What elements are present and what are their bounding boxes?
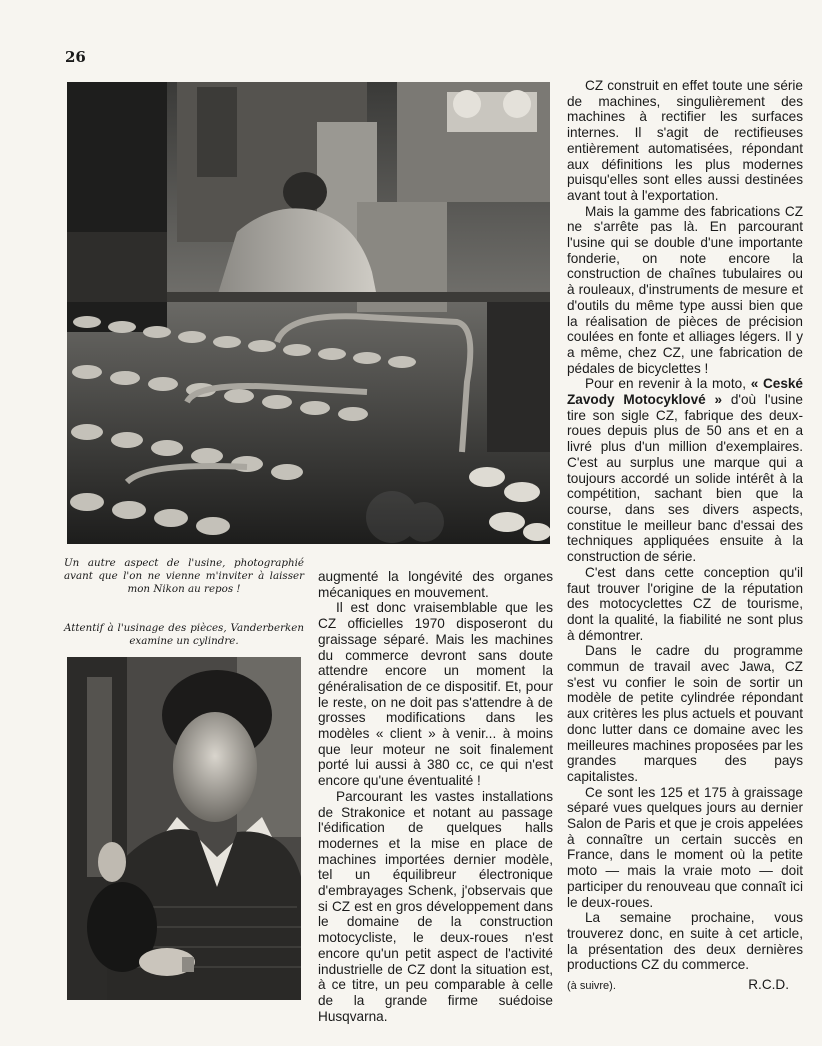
- caption-factory: Un autre aspect de l'usine, photographié avant que l'on ne vienne m'inviter à laisser mon Nikon au repos !: [64, 557, 304, 595]
- paragraph: La semaine prochaine, vous trouverez donc, en suite à cet article, la présentation des deux dernières productions CZ du commerce.: [567, 910, 803, 973]
- article-column-middle: [318, 569, 553, 1024]
- page-number: 26: [65, 48, 86, 66]
- paragraph: Dans le cadre du programme commun de travail avec Jawa, CZ s'est vu confier le soin de sortir un modèle de petite cylindrée répondant aux critères les plus actuels et pouvant donc lutter dans ce domaine avec les meilleures machines proposées par les grandes marques des pays capitalistes.: [567, 643, 803, 784]
- company-name: « Ceské Zavody Motocyklové »: [567, 376, 803, 408]
- paragraph: Ce sont les 125 et 175 à graissage séparé vues quelques jours au dernier Salon de Paris et que je crois appelées à connaître un certain succès en France, dans le moment où la petite moto — mais la vraie moto — doit participer du renouveau que connaît ici le deux-roues.: [567, 784, 803, 910]
- paragraph: Mais la gamme des fabrications CZ ne s'arrête pas là. En parcourant l'usine qui se double d'une importante fonderie, on note encore la construction de chaînes tubulaires ou à rouleaux, d'instruments de mesure et d'outils du même type aussi bien que la réalisation de pièces de précision coulées en fonte et alliages légers. Il y a même, chez CZ, une fabrication de pédales de bicyclettes !: [567, 203, 803, 376]
- paragraph: Parcourant les vastes installations de Strakonice et notant au passage l'édification de quelques halls modernes et la mise en place de machines importées dernier modèle, tel un équilibreur électronique d'embrayages Schenk, j'observais que si CZ est en gros développement dans le domaine de la construction motocycliste, le deux-roues n'est encore qu'un petit aspect de l'activité industrielle de CZ dont la situation est, à ce titre, un peu comparable à celle de la grande firme suédoise Husqvarna.: [318, 788, 553, 1024]
- paragraph: augmenté la longévité des organes mécaniques en mouvement.: [318, 569, 553, 600]
- paragraph: [567, 376, 803, 564]
- paragraph-text: d'où l'usine tire son sigle CZ, fabrique des deux-roues depuis plus de 50 ans et en a livré plus d'un million d'exemplaires. C'est au surplus une marque qui a toujours accordé un solide intérêt à la compétition, sachant bien que la course, dans ses divers aspects, constitue le meilleur banc d'essai des techniques appliquées ensuite à la construction de série.: [567, 392, 803, 565]
- paragraph: CZ construit en effet toute une série de machines, singulièrement des machines à rectifier les surfaces internes. Il s'agit de rectifieuses entièrement automatisées, répondant aux définitions les plus modernes puisqu'elles sont elles aussi destinées avant tout à l'exportation.: [567, 78, 803, 203]
- article-footer: [567, 977, 803, 995]
- worker-photo-graphic: [67, 657, 301, 1000]
- paragraph: Il est donc vraisemblable que les CZ officielles 1970 disposeront du graissage séparé. Mais les machines du commerce devront sans doute attendre encore un moment la généralisation de ce dispositif. Et, pour le reste, on ne doit pas s'attendre à de grosses modifications dans les modèles « client » à venir... à moins que leur moteur ne soit finalement porté lui aussi à 380 cc, ce qui n'est encore qu'une éventualité !: [318, 600, 553, 789]
- paragraph: C'est dans cette conception qu'il faut trouver l'origine de la réputation des motocyclettes CZ de tourisme, dont la qualité, la fiabilité ne sont plus à démontrer.: [567, 564, 803, 643]
- watermark-logo: [362, 482, 462, 557]
- to-be-continued: (à suivre).: [567, 980, 616, 993]
- caption-worker: Attentif à l'usinage des pièces, Vanderberken examine un cylindre.: [64, 622, 304, 647]
- worker-photo: [67, 657, 301, 1000]
- article-column-right: [567, 78, 803, 995]
- paragraph-text: Pour en revenir à la moto,: [585, 376, 746, 392]
- factory-photo-graphic: [67, 82, 550, 544]
- factory-photo: [67, 82, 550, 544]
- author-signature: R.C.D.: [748, 977, 789, 993]
